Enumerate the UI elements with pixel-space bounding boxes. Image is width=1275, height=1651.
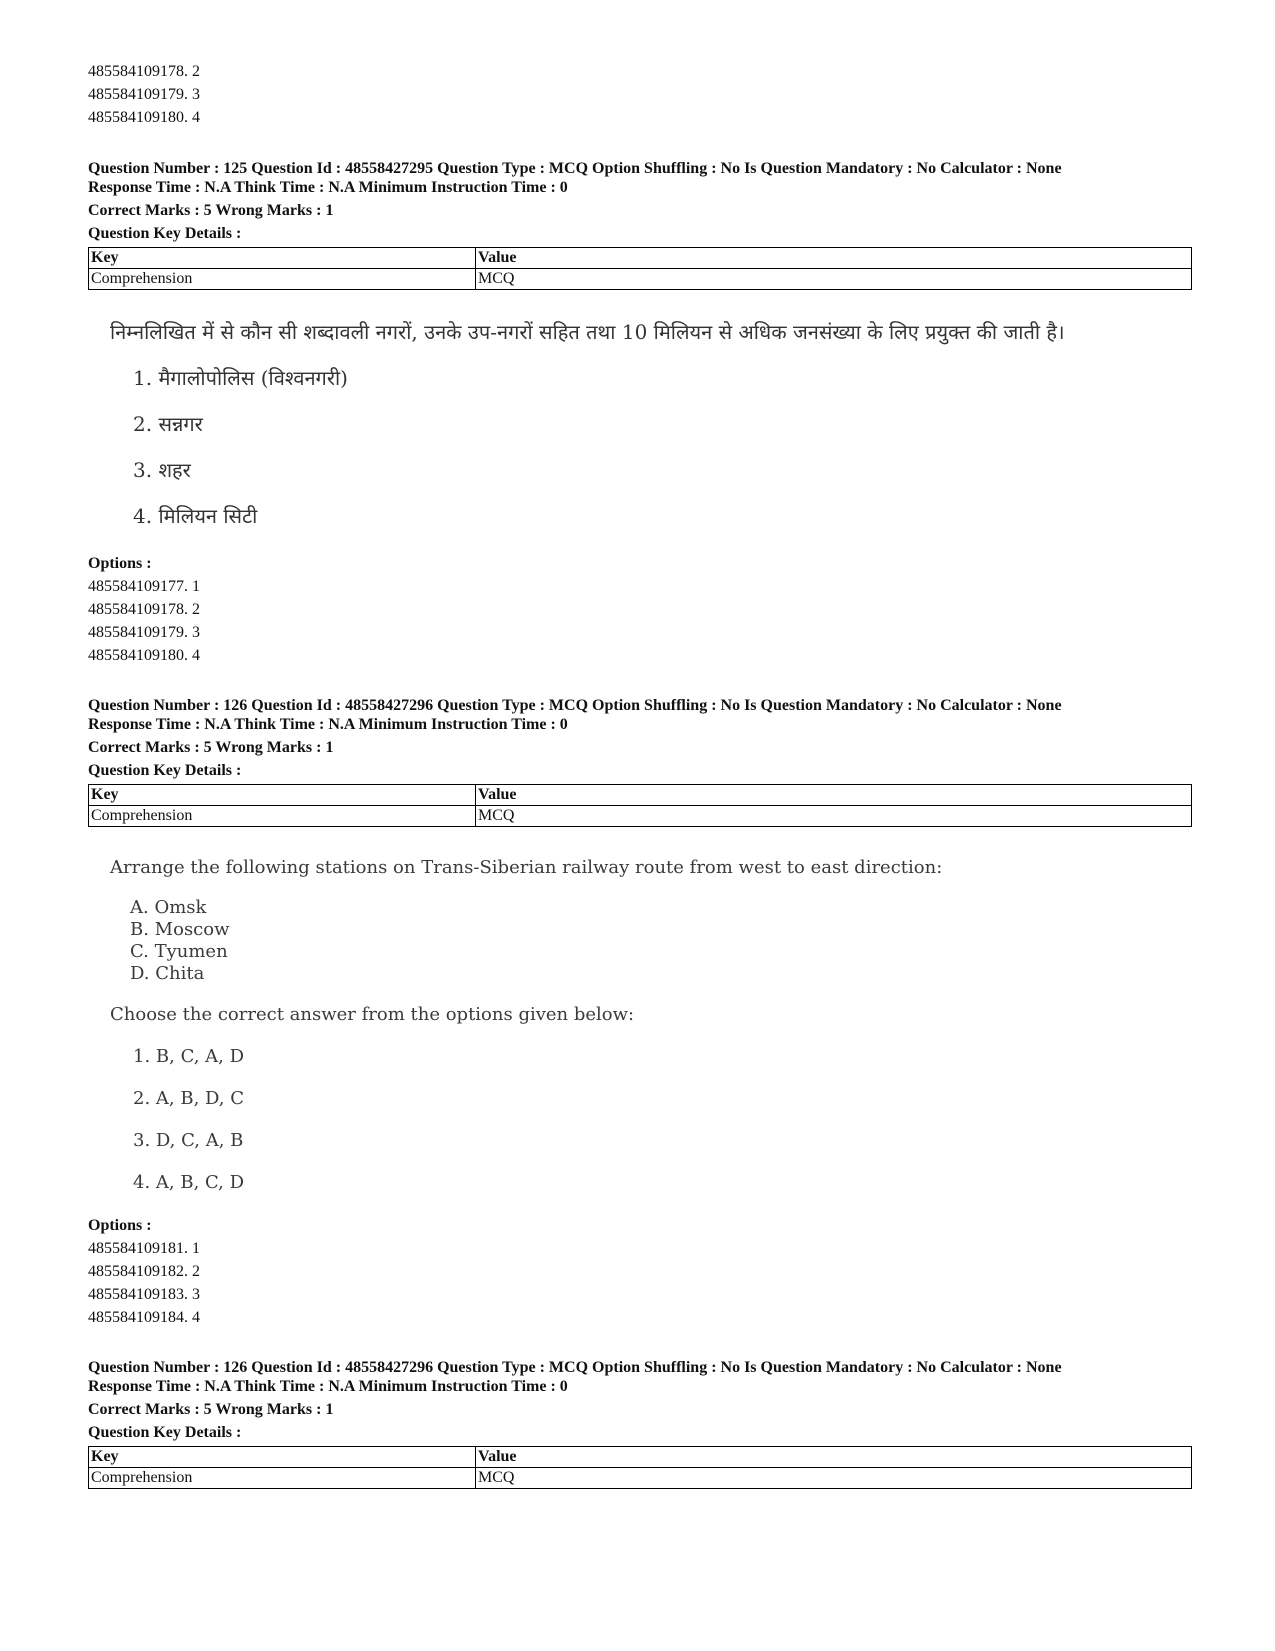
sequence-item: B. Moscow [130,919,230,940]
option-line: 485584109184. 4 [88,1309,200,1326]
choice-item: 4. A, B, C, D [133,1172,245,1193]
question-key-details-label: Question Key Details : [88,762,242,779]
table-cell-key: Comprehension [89,269,476,290]
choice-item: 3. शहर [133,458,191,482]
choice-item: 2. A, B, D, C [133,1088,245,1109]
question-key-table [88,784,1192,827]
sequence-item: A. Omsk [130,897,207,918]
options-label: Options : [88,1217,152,1234]
question-block-125 [88,159,1192,667]
question-block-126 [88,696,1192,1329]
question-meta-line: Question Number : 125 Question Id : 48558427295 Question Type : MCQ Option Shuffling : No Is Question Mandatory : No Calculator : None [88,160,1062,177]
question-timing-line: Response Time : N.A Think Time : N.A Minimum Instruction Time : 0 [88,716,568,733]
table-header-key: Key [89,1447,476,1468]
option-line: 485584109178. 2 [88,63,200,80]
option-line: 485584109181. 1 [88,1240,200,1257]
question-timing-line: Response Time : N.A Think Time : N.A Minimum Instruction Time : 0 [88,1378,568,1395]
option-line: 485584109180. 4 [88,647,200,664]
choice-item: 3. D, C, A, B [133,1130,244,1151]
table-cell-key: Comprehension [89,1468,476,1489]
question-image [88,320,1192,528]
options-label: Options : [88,555,152,572]
question-timing-line: Response Time : N.A Think Time : N.A Minimum Instruction Time : 0 [88,179,568,196]
question-instruction: Choose the correct answer from the options given below: [110,1004,635,1025]
top-options-list [88,60,1192,129]
option-line: 485584109182. 2 [88,1263,200,1280]
table-cell-value: MCQ [476,806,1192,827]
option-line: 485584109180. 4 [88,109,200,126]
choice-item: 1. मैगालोपोलिस (विश्वनगरी) [133,366,348,390]
option-line: 485584109179. 3 [88,624,200,641]
question-key-details-label: Question Key Details : [88,1424,242,1441]
option-line: 485584109179. 3 [88,86,200,103]
option-line: 485584109183. 3 [88,1286,200,1303]
question-stem: निम्नलिखित में से कौन सी शब्दावली नगरों, उनके उप-नगरों सहित तथा 10 मिलियन से अधिक जनसंख्या के लिए प्रयुक्त की जाती है। [110,320,1065,344]
question-marks: Correct Marks : 5 Wrong Marks : 1 [88,1401,334,1418]
question-meta-line: Question Number : 126 Question Id : 48558427296 Question Type : MCQ Option Shuffling : No Is Question Mandatory : No Calculator : None [88,1359,1062,1376]
table-header-value: Value [476,785,1192,806]
question-image [88,827,1192,1194]
table-header-key: Key [89,785,476,806]
document-page [88,60,1192,1489]
sequence-item: C. Tyumen [130,941,228,962]
option-line: 485584109178. 2 [88,601,200,618]
sequence-item: D. Chita [130,963,205,984]
table-cell-key: Comprehension [89,806,476,827]
question-key-details-label: Question Key Details : [88,225,242,242]
table-header-value: Value [476,248,1192,269]
question-marks: Correct Marks : 5 Wrong Marks : 1 [88,739,334,756]
table-header-value: Value [476,1447,1192,1468]
question-meta-line: Question Number : 126 Question Id : 48558427296 Question Type : MCQ Option Shuffling : No Is Question Mandatory : No Calculator : None [88,697,1062,714]
question-stem: Arrange the following stations on Trans-Siberian railway route from west to east direction: [110,857,943,878]
question-key-table [88,1446,1192,1489]
table-header-key: Key [89,248,476,269]
choice-item: 1. B, C, A, D [133,1046,245,1067]
table-cell-value: MCQ [476,1468,1192,1489]
option-line: 485584109177. 1 [88,578,200,595]
question-key-table [88,247,1192,290]
choice-item: 2. सन्नगर [133,412,203,436]
table-cell-value: MCQ [476,269,1192,290]
question-marks: Correct Marks : 5 Wrong Marks : 1 [88,202,334,219]
question-block-126-repeat [88,1358,1192,1489]
choice-item: 4. मिलियन सिटी [133,504,258,528]
